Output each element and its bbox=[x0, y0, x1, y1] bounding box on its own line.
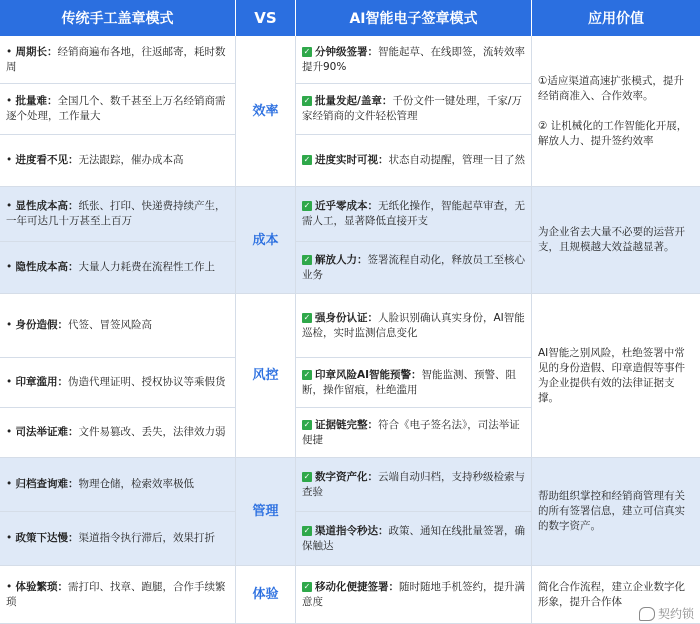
check-icon: ✓ bbox=[303, 96, 311, 105]
weibo-icon bbox=[639, 607, 655, 621]
ai-label: 强身份认证： bbox=[315, 311, 378, 324]
traditional-desc: 物理仓储，检索效率极低 bbox=[78, 478, 195, 490]
header-value: 应用价值 bbox=[532, 0, 700, 36]
bullet-icon: • bbox=[6, 154, 16, 166]
ai-cell bbox=[296, 187, 532, 242]
category-cell bbox=[236, 294, 296, 458]
ai-text bbox=[302, 153, 525, 168]
check-icon: ✓ bbox=[303, 201, 311, 210]
traditional-label: 隐性成本高： bbox=[15, 261, 79, 273]
category-label: 管理 bbox=[252, 504, 279, 519]
check-icon: ✓ bbox=[303, 155, 311, 164]
traditional-label: 体验繁琐： bbox=[15, 580, 69, 593]
ai-cell bbox=[296, 358, 532, 408]
traditional-desc: 纸张、打印、快递费持续产生，一年可达几十万甚至上百万 bbox=[6, 200, 226, 227]
ai-text bbox=[302, 45, 525, 75]
traditional-text bbox=[6, 375, 226, 390]
check-icon: ✓ bbox=[303, 46, 311, 56]
check-icon: ✓ bbox=[303, 419, 311, 429]
ai-text bbox=[302, 253, 525, 283]
ai-cell bbox=[296, 242, 532, 294]
ai-desc: 智能起草、在线即签，流转效率提升90% bbox=[302, 45, 525, 73]
header-traditional: 传统手工盖章模式 bbox=[0, 0, 236, 36]
traditional-cell bbox=[0, 458, 236, 512]
ai-text bbox=[302, 470, 525, 500]
traditional-text bbox=[6, 260, 215, 275]
ai-desc: 人脸识别确认真实身份，AI智能巡检，实时监测信息变化 bbox=[302, 311, 525, 339]
ai-label: 解放人力： bbox=[315, 253, 368, 266]
header-ai: AI智能电子签章模式 bbox=[296, 0, 532, 36]
ai-label: 进度实时可视： bbox=[315, 154, 389, 166]
value-text: 为企业省去大量不必要的运营开支，且规模越大效益越显著。 bbox=[538, 226, 685, 253]
traditional-label: 批量难： bbox=[15, 95, 58, 107]
category-cell bbox=[236, 36, 296, 187]
traditional-cell bbox=[0, 84, 236, 135]
bullet-icon: • bbox=[6, 261, 16, 273]
traditional-cell bbox=[0, 566, 236, 624]
traditional-desc: 伪造代理证明、授权协议等乘假货 bbox=[68, 376, 226, 388]
ai-label: 证据链完整： bbox=[315, 418, 378, 431]
bullet-icon: • bbox=[6, 426, 16, 438]
check-icon: ✓ bbox=[303, 471, 311, 481]
ai-desc: 无纸化操作，智能起草审查，无需人工，显著降低直接开支 bbox=[302, 200, 525, 227]
traditional-text bbox=[6, 531, 215, 546]
ai-desc: 随时随地手机签约，提升满意度 bbox=[302, 580, 525, 608]
traditional-cell bbox=[0, 36, 236, 84]
check-icon: ✓ bbox=[303, 525, 311, 535]
traditional-cell bbox=[0, 358, 236, 408]
check-icon: ✓ bbox=[303, 312, 311, 322]
ai-text bbox=[302, 94, 525, 124]
ai-label: 近乎零成本： bbox=[315, 200, 378, 212]
watermark: 契约锁 bbox=[639, 605, 694, 622]
ai-desc: 智能监测、预警、阻断，操作留痕，杜绝滥用 bbox=[302, 368, 517, 396]
bullet-icon: • bbox=[6, 95, 16, 107]
traditional-label: 司法举证难： bbox=[15, 426, 79, 438]
category-cell bbox=[236, 187, 296, 294]
ai-text bbox=[302, 524, 525, 554]
value-text: 简化合作流程，建立企业数字化形象，提升合作体 bbox=[538, 580, 685, 608]
value-cell bbox=[532, 36, 700, 187]
ai-cell bbox=[296, 84, 532, 135]
value-cell bbox=[532, 458, 700, 566]
traditional-desc: 大量人力耗费在流程性工作上 bbox=[78, 261, 216, 273]
ai-cell bbox=[296, 458, 532, 512]
ai-label: 移动化便捷签署： bbox=[315, 580, 399, 593]
ai-text bbox=[302, 580, 525, 610]
category-label: 成本 bbox=[252, 232, 279, 248]
traditional-cell bbox=[0, 512, 236, 566]
traditional-label: 进度看不见： bbox=[15, 154, 79, 166]
traditional-desc: 文件易篡改、丢失，法律效力弱 bbox=[78, 426, 226, 438]
ai-cell bbox=[296, 36, 532, 84]
bullet-icon: • bbox=[6, 478, 16, 490]
traditional-text bbox=[6, 153, 184, 168]
traditional-desc: 代签、冒签风险高 bbox=[68, 319, 153, 331]
traditional-label: 归档查询难： bbox=[15, 478, 79, 490]
category-cell bbox=[236, 458, 296, 566]
ai-desc: 符合《电子签名法》，司法举证便捷 bbox=[302, 418, 520, 446]
ai-label: 渠道指令秒达： bbox=[315, 524, 389, 537]
ai-cell bbox=[296, 512, 532, 566]
ai-label: 数字资产化： bbox=[315, 470, 378, 483]
value-cell bbox=[532, 294, 700, 458]
category-cell bbox=[236, 566, 296, 624]
traditional-cell bbox=[0, 187, 236, 242]
traditional-text bbox=[6, 477, 194, 492]
traditional-cell bbox=[0, 294, 236, 358]
ai-desc: 千份文件一键处理，千家/万家经销商的文件轻松管理 bbox=[302, 95, 522, 122]
check-icon: ✓ bbox=[303, 581, 311, 591]
category-label: 体验 bbox=[252, 587, 279, 602]
traditional-text bbox=[6, 318, 152, 333]
traditional-text bbox=[6, 580, 229, 610]
ai-text bbox=[302, 368, 525, 398]
bullet-icon: • bbox=[6, 319, 16, 331]
bullet-icon: • bbox=[6, 200, 16, 212]
ai-text bbox=[302, 418, 525, 448]
ai-desc: 签署流程自动化，释放员工至核心业务 bbox=[302, 253, 525, 281]
ai-text bbox=[302, 311, 525, 341]
traditional-desc: 渠道指令执行滞后，效果打折 bbox=[78, 532, 216, 544]
ai-desc: 云端自动归档，支持秒级检索与查验 bbox=[302, 470, 525, 498]
traditional-desc: 经销商遍布各地，往返邮寄，耗时数周 bbox=[6, 45, 226, 73]
traditional-cell bbox=[0, 408, 236, 458]
ai-label: 印章风险AI智能预警： bbox=[315, 368, 422, 381]
traditional-label: 身份造假： bbox=[15, 319, 69, 331]
traditional-cell bbox=[0, 135, 236, 187]
traditional-text bbox=[6, 94, 229, 124]
traditional-text bbox=[6, 425, 226, 440]
ai-label: 批量发起/盖章： bbox=[315, 95, 393, 107]
bullet-icon: • bbox=[6, 45, 16, 58]
check-icon: ✓ bbox=[303, 254, 311, 264]
ai-cell bbox=[296, 135, 532, 187]
ai-cell bbox=[296, 408, 532, 458]
traditional-label: 显性成本高： bbox=[15, 200, 79, 212]
traditional-label: 印章滥用： bbox=[15, 376, 69, 388]
ai-cell bbox=[296, 294, 532, 358]
check-icon: ✓ bbox=[303, 369, 311, 379]
traditional-text bbox=[6, 45, 229, 75]
ai-cell bbox=[296, 566, 532, 624]
bullet-icon: • bbox=[6, 580, 16, 593]
traditional-label: 周期长： bbox=[15, 45, 58, 58]
value-cell bbox=[532, 187, 700, 294]
ai-label: 分钟级签署： bbox=[315, 45, 378, 58]
traditional-desc: 无法跟踪，催办成本高 bbox=[78, 154, 184, 166]
bullet-icon: • bbox=[6, 532, 16, 544]
traditional-desc: 需打印、找章、跑腿，合作手续繁琐 bbox=[6, 580, 226, 608]
value-text: AI智能之别风险，杜绝签署中常见的身份造假、印章造假等事件为企业提供有效的法律证据支撑。 bbox=[538, 346, 685, 404]
traditional-text bbox=[6, 199, 229, 229]
ai-desc: 状态自动提醒，管理一目了然 bbox=[388, 154, 525, 166]
traditional-cell bbox=[0, 242, 236, 294]
category-label: 风控 bbox=[252, 368, 279, 383]
value-text: ①适应渠道高速扩张模式，提升经销商准入、合作效率。 ② 让机械化的工作智能化开展，解放人力、提升签约效率 bbox=[538, 74, 688, 147]
ai-text bbox=[302, 199, 525, 229]
traditional-label: 政策下达慢： bbox=[15, 532, 79, 544]
ai-desc: 政策、通知在线批量签署，确保触达 bbox=[302, 524, 525, 552]
bullet-icon: • bbox=[6, 376, 16, 388]
header-vs: VS bbox=[236, 0, 296, 36]
traditional-desc: 全国几个、数千甚至上万名经销商需逐个处理，工作量大 bbox=[6, 95, 226, 122]
category-label: 效率 bbox=[252, 103, 279, 119]
value-text: 帮助组织掌控和经销商管理有关的所有签署信息，建立可信真实的数字资产。 bbox=[538, 490, 685, 532]
